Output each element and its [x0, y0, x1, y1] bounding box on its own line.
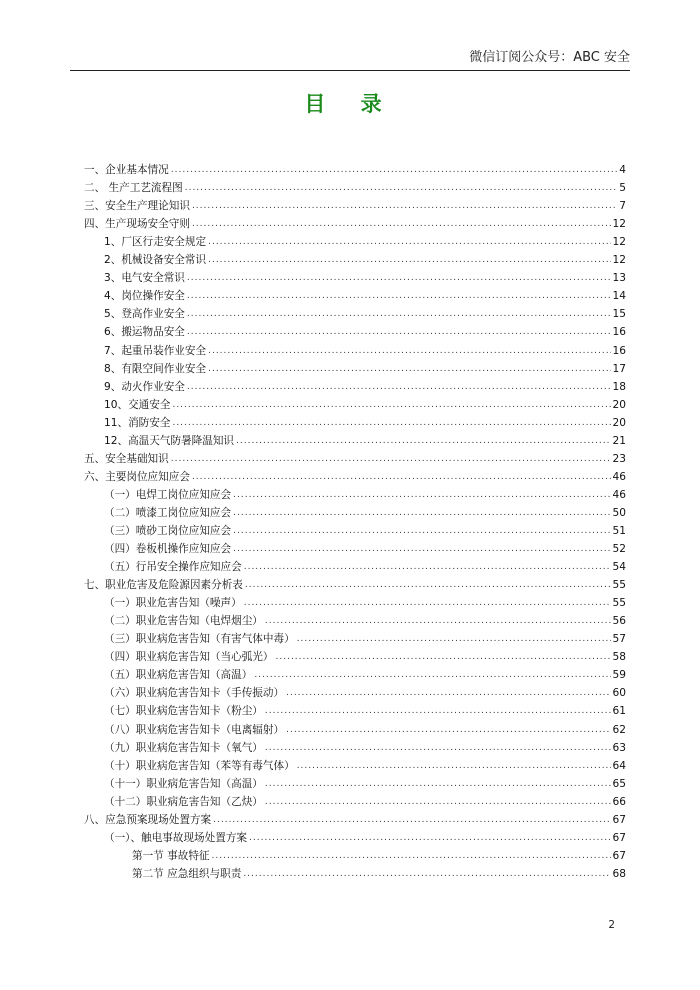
header-text: 微信订阅公众号：ABC 安全 — [469, 50, 630, 65]
leader-dots — [192, 199, 617, 213]
toc-entry-page: 67 — [612, 813, 626, 826]
leader-dots — [208, 344, 610, 358]
toc-entry[interactable] — [84, 339, 626, 357]
toc-entry-page: 52 — [612, 543, 626, 556]
toc-entry-label: （十）职业病危害告知（苯等有毒气体） — [104, 759, 295, 772]
toc-entry-label: 6、搬运物品安全 — [104, 326, 185, 339]
toc-entry-label: （一）、触电事故现场处置方案 — [104, 831, 248, 844]
toc-entry[interactable] — [84, 520, 626, 538]
toc-entry-page: 56 — [612, 615, 626, 628]
leader-dots — [171, 163, 618, 177]
leader-dots — [187, 289, 611, 303]
toc-entry[interactable] — [84, 213, 626, 231]
toc-entry[interactable] — [84, 773, 626, 791]
toc-entry-page: 61 — [612, 705, 626, 718]
toc-entry-label: （九）职业病危害告知卡（氧气） — [104, 741, 263, 754]
toc-entry[interactable] — [84, 177, 626, 195]
toc-entry[interactable] — [84, 592, 626, 610]
table-of-contents — [84, 159, 626, 881]
toc-entry-label: （八）职业病危害告知卡（电离辐射） — [104, 723, 285, 736]
toc-entry[interactable] — [84, 827, 626, 845]
toc-entry-label: 第二节 应急组织与职责 — [132, 867, 242, 880]
toc-entry-page: 13 — [612, 272, 626, 285]
toc-entry[interactable] — [84, 231, 626, 249]
toc-entry-page: 20 — [612, 398, 626, 411]
leader-dots — [187, 271, 611, 285]
toc-entry[interactable] — [84, 628, 626, 646]
toc-entry-label: （一）职业危害告知（噪声） — [104, 597, 242, 610]
toc-entry-label: 8、有限空间作业安全 — [104, 362, 207, 375]
toc-entry[interactable] — [84, 376, 626, 394]
toc-entry[interactable] — [84, 682, 626, 700]
toc-entry-label: 六、主要岗位应知应会 — [84, 470, 190, 483]
leader-dots — [236, 434, 611, 448]
toc-entry[interactable] — [84, 249, 626, 267]
leader-dots — [286, 686, 610, 700]
toc-entry-label: 二、 生产工艺流程图 — [84, 182, 183, 195]
toc-entry-label: （三）职业病危害告知（有害气体中毒） — [104, 633, 295, 646]
toc-entry[interactable] — [84, 538, 626, 556]
toc-entry-label: 2、机械设备安全常识 — [104, 254, 207, 267]
toc-entry[interactable] — [84, 845, 626, 863]
toc-entry-page: 5 — [619, 182, 626, 195]
toc-entry-page: 60 — [612, 687, 626, 700]
toc-entry-label: （二）喷漆工岗位应知应会 — [104, 506, 232, 519]
toc-entry-page: 58 — [612, 651, 626, 664]
leader-dots — [233, 506, 610, 520]
toc-entry-label: 9、动火作业安全 — [104, 380, 185, 393]
toc-entry-label: 10、交通安全 — [104, 398, 171, 411]
toc-entry-page: 54 — [612, 561, 626, 574]
leader-dots — [187, 380, 611, 394]
leader-dots — [243, 867, 610, 881]
toc-entry-label: （一）电焊工岗位应知应会 — [104, 488, 232, 501]
toc-entry-page: 12 — [612, 236, 626, 249]
toc-entry-page: 62 — [612, 723, 626, 736]
toc-entry-page: 17 — [612, 362, 626, 375]
toc-entry-label: 三、安全生产理论知识 — [84, 200, 190, 213]
toc-entry-label: 3、电气安全常识 — [104, 272, 185, 285]
toc-entry[interactable] — [84, 430, 626, 448]
toc-entry-page: 14 — [612, 290, 626, 303]
leader-dots — [233, 524, 610, 538]
page-number: 2 — [608, 919, 615, 931]
leader-dots — [187, 307, 611, 321]
toc-entry-page: 16 — [612, 326, 626, 339]
leader-dots — [286, 723, 610, 737]
toc-entry-page: 57 — [612, 633, 626, 646]
leader-dots — [208, 362, 610, 376]
toc-entry-label: 1、厂区行走安全规定 — [104, 236, 207, 249]
toc-entry-label: 5、登高作业安全 — [104, 308, 185, 321]
toc-entry-label: 八、应急预案现场处置方案 — [84, 813, 212, 826]
toc-entry[interactable] — [84, 394, 626, 412]
toc-entry[interactable] — [84, 700, 626, 718]
toc-entry-label: 第一节 事故特征 — [132, 849, 210, 862]
toc-entry[interactable] — [84, 809, 626, 827]
toc-entry[interactable] — [84, 159, 626, 177]
toc-entry-page: 50 — [612, 506, 626, 519]
toc-entry-label: 七、职业危害及危险源因素分析表 — [84, 579, 243, 592]
toc-entry-page: 68 — [612, 867, 626, 880]
toc-entry-page: 4 — [619, 164, 626, 177]
leader-dots — [212, 849, 611, 863]
leader-dots — [185, 181, 618, 195]
toc-entry[interactable] — [84, 574, 626, 592]
toc-entry[interactable] — [84, 321, 626, 339]
toc-entry-label: 4、岗位操作安全 — [104, 290, 185, 303]
toc-entry[interactable] — [84, 466, 626, 484]
leader-dots — [265, 704, 611, 718]
leader-dots — [265, 741, 611, 755]
toc-entry[interactable] — [84, 412, 626, 430]
toc-entry-page: 59 — [612, 669, 626, 682]
toc-entry-label: 四、生产现场安全守则 — [84, 218, 190, 231]
toc-entry-page: 66 — [612, 795, 626, 808]
leader-dots — [249, 831, 611, 845]
running-header — [70, 44, 630, 71]
toc-entry-label: 7、起重吊装作业安全 — [104, 344, 207, 357]
toc-entry-page: 7 — [619, 200, 626, 213]
toc-entry-label: （五）行吊安全操作应知应会 — [104, 561, 242, 574]
toc-entry-page: 51 — [612, 524, 626, 537]
leader-dots — [244, 560, 611, 574]
toc-entry-label: （四）职业病危害告知（当心弧光） — [104, 651, 274, 664]
toc-entry-label: （十一）职业病危害告知（高温） — [104, 777, 263, 790]
toc-entry[interactable] — [84, 303, 626, 321]
toc-entry[interactable] — [84, 610, 626, 628]
leader-dots — [187, 325, 611, 339]
toc-entry-page: 65 — [612, 777, 626, 790]
toc-entry-page: 64 — [612, 759, 626, 772]
leader-dots — [192, 217, 611, 231]
toc-entry-page: 55 — [612, 597, 626, 610]
leader-dots — [208, 253, 610, 267]
toc-entry-page: 15 — [612, 308, 626, 321]
toc-entry-label: （五）职业病危害告知（高温） — [104, 669, 253, 682]
toc-entry-label: 五、安全基础知识 — [84, 452, 169, 465]
toc-entry-label: 11、消防安全 — [104, 416, 171, 429]
toc-entry[interactable] — [84, 484, 626, 502]
leader-dots — [172, 398, 610, 412]
toc-entry-page: 16 — [612, 344, 626, 357]
toc-entry[interactable] — [84, 358, 626, 376]
toc-entry[interactable] — [84, 664, 626, 682]
leader-dots — [171, 452, 611, 466]
toc-entry[interactable] — [84, 502, 626, 520]
toc-entry-page: 46 — [612, 470, 626, 483]
leader-dots — [265, 614, 611, 628]
toc-entry-page: 21 — [612, 434, 626, 447]
toc-entry[interactable] — [84, 755, 626, 773]
toc-entry[interactable] — [84, 448, 626, 466]
toc-entry[interactable] — [84, 737, 626, 755]
toc-entry[interactable] — [84, 646, 626, 664]
toc-entry[interactable] — [84, 556, 626, 574]
toc-entry[interactable] — [84, 195, 626, 213]
leader-dots — [192, 470, 611, 484]
toc-entry[interactable] — [84, 718, 626, 736]
toc-entry-label: （七）职业病危害告知卡（粉尘） — [104, 705, 263, 718]
toc-entry-page: 18 — [612, 380, 626, 393]
toc-entry-label: （三）喷砂工岗位应知应会 — [104, 524, 232, 537]
toc-entry-page: 63 — [612, 741, 626, 754]
leader-dots — [233, 542, 610, 556]
toc-entry-label: 一、企业基本情况 — [84, 164, 169, 177]
toc-entry-page: 20 — [612, 416, 626, 429]
toc-entry-page: 46 — [612, 488, 626, 501]
toc-entry[interactable] — [84, 267, 626, 285]
leader-dots — [208, 235, 610, 249]
leader-dots — [233, 488, 610, 502]
leader-dots — [172, 416, 610, 430]
toc-entry[interactable] — [84, 791, 626, 809]
toc-entry-label: （六）职业病危害告知卡（手传振动） — [104, 687, 285, 700]
toc-entry-page: 23 — [612, 452, 626, 465]
toc-entry-page: 55 — [612, 579, 626, 592]
toc-entry-page: 67 — [612, 831, 626, 844]
leader-dots — [245, 578, 611, 592]
toc-entry-page: 12 — [612, 218, 626, 231]
leader-dots — [276, 650, 611, 664]
leader-dots — [265, 795, 611, 809]
toc-entry-label: （二）职业危害告知（电焊烟尘） — [104, 615, 263, 628]
toc-entry-label: （十二）职业病危害告知（乙炔） — [104, 795, 263, 808]
toc-entry-label: 12、高温天气防暑降温知识 — [104, 434, 235, 447]
leader-dots — [244, 596, 611, 610]
toc-entry-page: 67 — [612, 849, 626, 862]
leader-dots — [297, 632, 611, 646]
toc-entry-label: （四）卷板机操作应知应会 — [104, 543, 232, 556]
leader-dots — [297, 759, 611, 773]
toc-entry[interactable] — [84, 285, 626, 303]
leader-dots — [213, 813, 610, 827]
leader-dots — [265, 777, 611, 791]
leader-dots — [254, 668, 610, 682]
toc-entry-page: 12 — [612, 254, 626, 267]
page-title: 目 录 — [304, 92, 396, 116]
toc-entry[interactable] — [84, 863, 626, 881]
